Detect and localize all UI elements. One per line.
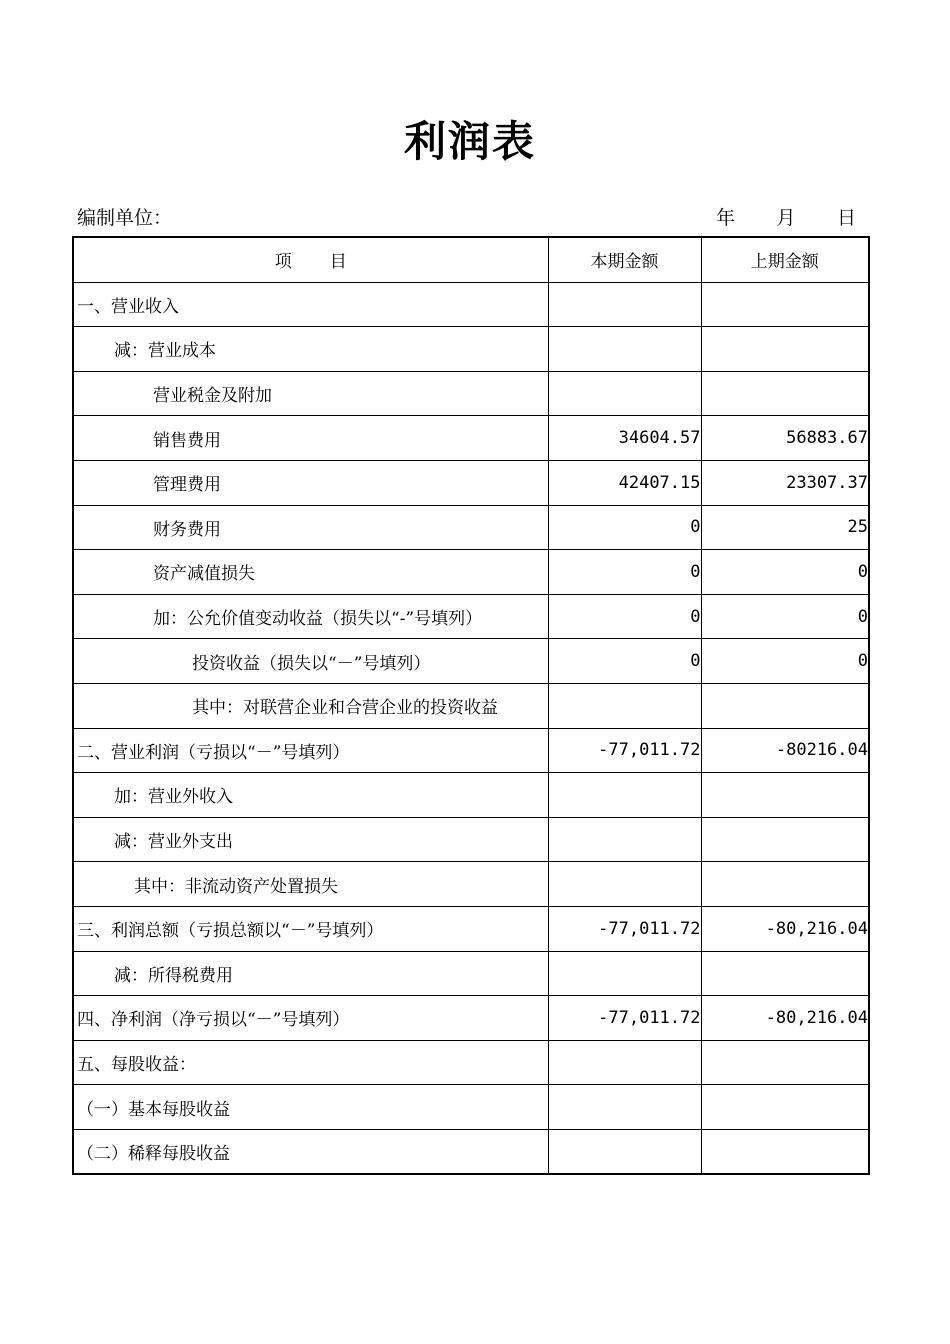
table-row <box>73 327 869 372</box>
table-row <box>73 1129 869 1174</box>
table-row <box>73 996 869 1041</box>
current-amount-cell <box>548 282 701 327</box>
row-label: 投资收益（损失以“－”号填列） <box>73 639 548 684</box>
table-row <box>73 550 869 595</box>
year-label: 年 <box>716 207 736 229</box>
table-row <box>73 862 869 907</box>
column-header-current: 本期金额 <box>548 237 701 282</box>
table-row <box>73 505 869 550</box>
current-amount-cell: 34604.57 <box>548 416 701 461</box>
row-label: （一）基本每股收益 <box>73 1085 548 1130</box>
previous-amount-cell: -80,216.04 <box>701 906 869 951</box>
day-label: 日 <box>836 207 856 229</box>
current-amount-cell: 0 <box>548 505 701 550</box>
current-amount-cell <box>548 862 701 907</box>
current-amount-cell <box>548 817 701 862</box>
month-label: 月 <box>776 207 796 229</box>
table-row <box>73 817 869 862</box>
table-row <box>73 906 869 951</box>
current-amount-cell: -77,011.72 <box>548 728 701 773</box>
row-label: 一、营业收入 <box>73 282 548 327</box>
table-row <box>73 639 869 684</box>
table-row <box>73 594 869 639</box>
current-amount-cell: 0 <box>548 550 701 595</box>
previous-amount-cell: 56883.67 <box>701 416 869 461</box>
current-amount-cell <box>548 951 701 996</box>
table-row <box>73 1085 869 1130</box>
row-label: 营业税金及附加 <box>73 371 548 416</box>
current-amount-cell <box>548 683 701 728</box>
previous-amount-cell: 25 <box>701 505 869 550</box>
table-row <box>73 728 869 773</box>
compiling-unit-label: 编制单位： <box>77 207 173 229</box>
row-label: 资产减值损失 <box>73 550 548 595</box>
previous-amount-cell <box>701 371 869 416</box>
column-header-previous: 上期金额 <box>701 237 869 282</box>
previous-amount-cell <box>701 862 869 907</box>
current-amount-cell <box>548 371 701 416</box>
row-label: 财务费用 <box>73 505 548 550</box>
previous-amount-cell <box>701 951 869 996</box>
row-label: 三、利润总额（亏损总额以“－”号填列） <box>73 906 548 951</box>
row-label: 管理费用 <box>73 460 548 505</box>
row-label: 五、每股收益： <box>73 1040 548 1085</box>
row-label: 加：公允价值变动收益（损失以“-”号填列） <box>73 594 548 639</box>
row-label: （二）稀释每股收益 <box>73 1129 548 1174</box>
current-amount-cell <box>548 773 701 818</box>
previous-amount-cell <box>701 327 869 372</box>
row-label: 二、营业利润（亏损以“－”号填列） <box>73 728 548 773</box>
column-header-item-b: 目 <box>329 252 347 273</box>
previous-amount-cell: 0 <box>701 550 869 595</box>
table-row <box>73 371 869 416</box>
previous-amount-cell: -80216.04 <box>701 728 869 773</box>
row-label: 其中：对联营企业和合营企业的投资收益 <box>73 683 548 728</box>
previous-amount-cell <box>701 282 869 327</box>
current-amount-cell <box>548 1129 701 1174</box>
current-amount-cell: 0 <box>548 594 701 639</box>
current-amount-cell: 42407.15 <box>548 460 701 505</box>
table-row <box>73 1040 869 1085</box>
table-row <box>73 460 869 505</box>
previous-amount-cell <box>701 1085 869 1130</box>
column-header-item <box>73 237 548 282</box>
row-label: 减：营业外支出 <box>73 817 548 862</box>
previous-amount-cell <box>701 773 869 818</box>
table-row <box>73 683 869 728</box>
previous-amount-cell: 0 <box>701 639 869 684</box>
previous-amount-cell: 23307.37 <box>701 460 869 505</box>
current-amount-cell: 0 <box>548 639 701 684</box>
previous-amount-cell <box>701 817 869 862</box>
current-amount-cell <box>548 1085 701 1130</box>
row-label: 销售费用 <box>73 416 548 461</box>
current-amount-cell: -77,011.72 <box>548 996 701 1041</box>
previous-amount-cell <box>701 683 869 728</box>
row-label: 四、净利润（净亏损以“－”号填列） <box>73 996 548 1041</box>
row-label: 减：所得税费用 <box>73 951 548 996</box>
column-header-item-a: 项 <box>274 252 292 273</box>
row-label: 其中：非流动资产处置损失 <box>73 862 548 907</box>
current-amount-cell: -77,011.72 <box>548 906 701 951</box>
table-row <box>73 416 869 461</box>
previous-amount-cell <box>701 1040 869 1085</box>
page-title: 利润表 <box>403 117 536 166</box>
row-label: 减：营业成本 <box>73 327 548 372</box>
current-amount-cell <box>548 1040 701 1085</box>
previous-amount-cell: -80,216.04 <box>701 996 869 1041</box>
table-row <box>73 773 869 818</box>
table-row <box>73 282 869 327</box>
previous-amount-cell <box>701 1129 869 1174</box>
income-statement-table <box>72 236 870 1175</box>
row-label: 加：营业外收入 <box>73 773 548 818</box>
previous-amount-cell: 0 <box>701 594 869 639</box>
current-amount-cell <box>548 327 701 372</box>
report-date <box>716 203 856 233</box>
table-row <box>73 951 869 996</box>
table-header-row <box>73 237 869 282</box>
